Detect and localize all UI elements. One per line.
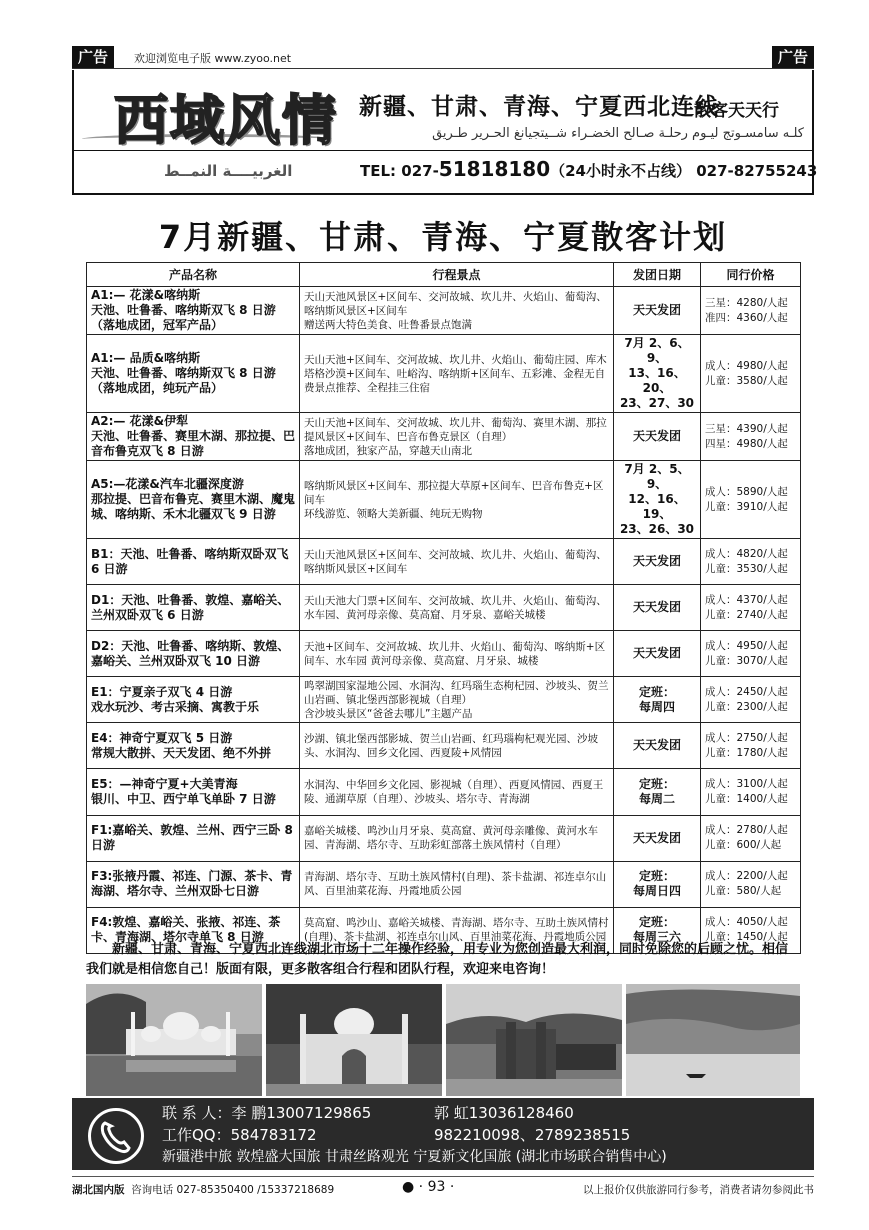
welcome-text[interactable]: 欢迎浏览电子版 www.zyoo.net xyxy=(134,52,292,65)
consult-phone: 咨询电话 027-85350400 /15337218689 xyxy=(131,1184,335,1196)
daily-slogan: 散客天天行 xyxy=(694,101,779,121)
contact-person-1[interactable]: 联 系 人：李 鹏13007129865 xyxy=(162,1104,372,1122)
product-name: F1:嘉峪关、敦煌、兰州、西宁三卧 8 日游 xyxy=(87,815,300,861)
table-row xyxy=(87,723,801,769)
table-row xyxy=(87,461,801,539)
table-row xyxy=(87,539,801,585)
photo-strip xyxy=(86,984,800,1096)
table-row xyxy=(87,861,801,907)
logo-arabic: الغربيــــة النمــط xyxy=(164,162,293,180)
departure-date: 定班： 每周三六 xyxy=(614,907,701,953)
table-row xyxy=(87,677,801,723)
departure-date: 定班： 每周日四 xyxy=(614,861,701,907)
col-header-name: 产品名称 xyxy=(87,263,300,287)
table-row xyxy=(87,585,801,631)
departure-date: 天天发团 xyxy=(614,723,701,769)
photo-white-mosque xyxy=(266,984,442,1096)
peer-price: 成人：4050/人起 儿童：1450/人起 xyxy=(701,907,801,953)
scenic-spots: 青海湖、塔尔寺、互助土族风情村(自理)、茶卡盐湖、祁连卓尔山风、百里油菜花海、丹霞地质公园 xyxy=(300,861,614,907)
photo-mosque-lake xyxy=(86,984,262,1096)
table-row xyxy=(87,815,801,861)
scenic-spots: 天山天池风景区+区间车、交河故城、坎儿井、火焰山、葡萄沟、喀纳斯风景区+区间车 赠送两大特色美食、吐鲁番景点饱满 xyxy=(300,287,614,335)
table-row xyxy=(87,335,801,413)
peer-price: 成人：4820/人起 儿童：3530/人起 xyxy=(701,539,801,585)
tel-number[interactable] xyxy=(360,157,817,181)
departure-date: 天天发团 xyxy=(614,413,701,461)
product-name: E1：宁夏亲子双飞 4 日游 戏水玩沙、考古采摘、寓教于乐 xyxy=(87,677,300,723)
product-name: D2：天池、吐鲁番、喀纳斯、敦煌、嘉峪关、兰州双卧双飞 10 日游 xyxy=(87,631,300,677)
scenic-spots: 喀纳斯风景区+区间车、那拉提大草原+区间车、巴音布鲁克+区间车 环线游览、领略大美新疆、纯玩无购物 xyxy=(300,461,614,539)
photo-landscape-lake xyxy=(626,984,800,1096)
product-name: A1:— 花漾&喀纳斯 天池、吐鲁番、喀纳斯双飞 8 日游 （落地成团，冠军产品） xyxy=(87,287,300,335)
scenic-spots: 天山天池风景区+区间车、交河故城、坎儿井、火焰山、葡萄沟、喀纳斯风景区+区间车 xyxy=(300,539,614,585)
ad-tag-left: 广告 xyxy=(72,46,114,68)
photo-ancient-gate xyxy=(446,984,622,1096)
peer-price: 成人：2750/人起 儿童：1780/人起 xyxy=(701,723,801,769)
product-name: E5：—神奇宁夏+大美青海 银川、中卫、西宁单飞单卧 7 日游 xyxy=(87,769,300,815)
table-header-row xyxy=(87,263,801,287)
scenic-spots: 嘉峪关城楼、鸣沙山月牙泉、莫高窟、黄河母亲雕像、黄河水车园、青海湖、塔尔寺、互助彩虹部落土族风情村（自理） xyxy=(300,815,614,861)
table-row xyxy=(87,769,801,815)
scenic-spots: 莫高窟、鸣沙山、嘉峪关城楼、青海湖、塔尔寺、互助土族风情村(自理)、茶卡盐湖、祁连卓尔山风、百里油菜花海、丹霞地质公园 xyxy=(300,907,614,953)
phone-icon xyxy=(88,1108,144,1164)
departure-date: 定班： 每周二 xyxy=(614,769,701,815)
peer-price: 成人：2450/人起 儿童：2300/人起 xyxy=(701,677,801,723)
contact-qq-2[interactable]: 982210098、2789238515 xyxy=(434,1126,631,1144)
product-name: A1:— 品质&喀纳斯 天池、吐鲁番、喀纳斯双飞 8 日游 （落地成团，纯玩产品） xyxy=(87,335,300,413)
peer-price: 成人：3100/人起 儿童：1400/人起 xyxy=(701,769,801,815)
departure-date: 天天发团 xyxy=(614,585,701,631)
logo-text: 西域风情 xyxy=(114,88,338,152)
table-row xyxy=(87,287,801,335)
peer-price: 成人：5890/人起 儿童：3910/人起 xyxy=(701,461,801,539)
plans-body xyxy=(87,287,801,954)
product-name: F3:张掖丹霞、祁连、门源、茶卡、青海湖、塔尔寺、兰州双卧七日游 xyxy=(87,861,300,907)
ad-tag-right: 广告 xyxy=(772,46,814,68)
scenic-spots: 天山天池大门票+区间车、交河故城、坎儿井、火焰山、葡萄沟、水车园、黄河母亲像、莫高窟、月牙泉、嘉峪关城楼 xyxy=(300,585,614,631)
tel-note: （24小时永不占线） xyxy=(550,162,691,180)
page-number-value: 93 xyxy=(427,1179,446,1195)
table-row xyxy=(87,631,801,677)
top-divider xyxy=(72,68,814,69)
top-bar xyxy=(72,46,814,70)
tel-alt: 027-82755243 xyxy=(696,162,818,180)
tel-row xyxy=(74,150,818,190)
departure-date: 7月 2、5、9、 12、16、19、 23、26、30 xyxy=(614,461,701,539)
scenic-spots: 天池+区间车、交河故城、坎儿井、火焰山、葡萄沟、喀纳斯+区间车、水车园 黄河母亲像、莫高窟、月牙泉、城楼 xyxy=(300,631,614,677)
departure-date: 天天发团 xyxy=(614,287,701,335)
plan-title: 7月新疆、甘肃、青海、宁夏散客计划 xyxy=(158,218,728,256)
peer-price: 成人：2200/人起 儿童：580/人起 xyxy=(701,861,801,907)
peer-price: 成人：4370/人起 儿童：2740/人起 xyxy=(701,585,801,631)
peer-price: 成人：4950/人起 儿童：3070/人起 xyxy=(701,631,801,677)
arabic-line: كلـه سامسـوتج ليـوم رحلـة صـالح الخضـراء شــيتجيانغ الحـرير طـريق xyxy=(432,126,804,141)
route-title: 新疆、甘肃、青海、宁夏西北连线 xyxy=(359,94,719,120)
peer-price: 成人：2780/人起 儿童：600/人起 xyxy=(701,815,801,861)
scenic-spots: 鸣翠湖国家湿地公园、水洞沟、红玛瑙生态枸杞园、沙坡头、贺兰山岩画、镇北堡西部影视城（自理） 含沙坡头景区“爸爸去哪儿”主题产品 xyxy=(300,677,614,723)
scenic-spots: 天山天池+区间车、交河故城、坎儿井、火焰山、葡萄庄园、库木塔格沙漠+区间车、吐峪沟、喀纳斯+区间车、五彩滩、金程无自费景点推荐、全程挂三住宿 xyxy=(300,335,614,413)
contact-qq-1[interactable]: 工作QQ：584783172 xyxy=(162,1126,317,1144)
partner-agencies: 新疆港中旅 敦煌盛大国旅 甘肃丝路观光 宁夏新文化国旅 (湖北市场联合销售中心) xyxy=(162,1149,667,1165)
product-name: F4:敦煌、嘉峪关、张掖、祁连、茶卡、青海湖、塔尔寺单飞 8 日游 xyxy=(87,907,300,953)
col-header-date: 发团日期 xyxy=(614,263,701,287)
departure-date: 天天发团 xyxy=(614,539,701,585)
tel-main: 51818180 xyxy=(438,157,551,181)
product-name: A2:— 花漾&伊犁 天池、吐鲁番、赛里木湖、那拉提、巴音布鲁克双飞 8 日游 xyxy=(87,413,300,461)
product-name: E4：神奇宁夏双飞 5 日游 常规大散拼、天天发团、绝不外拼 xyxy=(87,723,300,769)
departure-date: 天天发团 xyxy=(614,631,701,677)
peer-price: 成人：4980/人起 儿童：3580/人起 xyxy=(701,335,801,413)
footer-disclaimer: 以上报价仅供旅游同行参考，消费者请勿参阅此书 xyxy=(583,1184,814,1196)
contact-person-2[interactable]: 郭 虹13036128460 xyxy=(434,1104,574,1122)
table-row xyxy=(87,413,801,461)
footer-left xyxy=(72,1182,334,1197)
departure-date: 7月 2、6、9、 13、16、20、 23、27、30 xyxy=(614,335,701,413)
ad-header xyxy=(72,70,818,195)
product-name: A5:—花漾&汽车北疆深度游 那拉提、巴音布鲁克、赛里木湖、魔鬼城、喀纳斯、禾木北疆双飞 9 日游 xyxy=(87,461,300,539)
col-header-scenic: 行程景点 xyxy=(300,263,614,287)
scenic-spots: 天山天池+区间车、交河故城、坎儿井、葡萄沟、赛里木湖、那拉提风景区+区间车、巴音布鲁克景区（自理） 落地成团，独家产品，穿越天山南北 xyxy=(300,413,614,461)
col-header-price: 同行价格 xyxy=(701,263,801,287)
contact-panel xyxy=(72,1098,814,1170)
edition-label: 湖北国内版 xyxy=(72,1184,125,1196)
promo-text: 新疆、甘肃、青海、宁夏西北连线湖北市场十二年操作经验，用专业为您创造最大利润，同时免除您的后顾之忧。相信我们就是相信您自己！版面有限，更多散客组合行程和团队行程，欢迎来电咨询！ xyxy=(86,942,789,977)
page-number: ● · 93 · xyxy=(402,1179,455,1195)
scenic-spots: 水洞沟、中华回乡文化园、影视城（自理）、西夏风情园、西夏王陵、通湖草原（自理）、沙坡头、塔尔寺、青海湖 xyxy=(300,769,614,815)
peer-price: 三星：4280/人起 准四：4360/人起 xyxy=(701,287,801,335)
scenic-spots: 沙湖、镇北堡西部影城、贺兰山岩画、红玛瑙枸杞观光园、沙坡头、水洞沟、回乡文化园、西夏陵+风情园 xyxy=(300,723,614,769)
departure-date: 定班： 每周四 xyxy=(614,677,701,723)
product-name: B1：天池、吐鲁番、喀纳斯双卧双飞 6 日游 xyxy=(87,539,300,585)
tel-prefix: TEL: 027- xyxy=(360,162,439,180)
departure-date: 天天发团 xyxy=(614,815,701,861)
plans-table xyxy=(86,262,801,954)
page-footer xyxy=(72,1176,814,1198)
product-name: D1：天池、吐鲁番、敦煌、嘉峪关、兰州双卧双飞 6 日游 xyxy=(87,585,300,631)
peer-price: 三星：4390/人起 四星：4980/人起 xyxy=(701,413,801,461)
